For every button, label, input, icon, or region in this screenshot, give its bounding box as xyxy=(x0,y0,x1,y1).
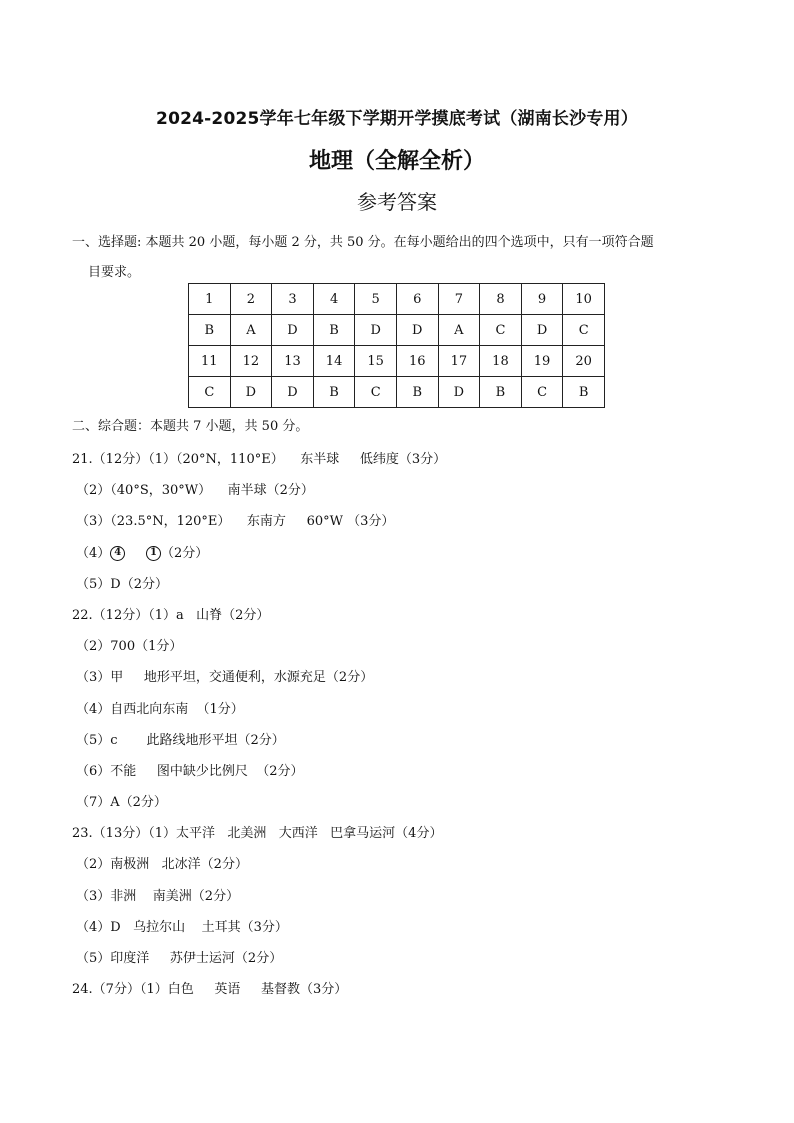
answer-line-q22-5: （5）c 此路线地形平坦（2分） xyxy=(76,732,285,748)
answer-q21-4-suffix: （2分） xyxy=(160,545,209,561)
answer-table-cell: 11 xyxy=(189,346,231,377)
answer-line-q22-1: 22.（12分）（1）a 山脊（2分） xyxy=(72,607,270,623)
answer-line-q21-3: （3）（23.5°N，120°E） 东南方 60°W （3分） xyxy=(76,514,395,530)
answer-table-cell: D xyxy=(396,315,438,346)
answer-table-cell: C xyxy=(480,315,522,346)
answer-line-q24-1: 24.（7分）（1）白色 英语 基督教（3分） xyxy=(72,982,348,998)
answer-table-cell: D xyxy=(272,315,314,346)
answer-table-cell: 8 xyxy=(480,284,522,315)
answer-table-row xyxy=(189,284,605,315)
circled-number-1-icon: 1 xyxy=(146,546,161,561)
answer-table-cell: 3 xyxy=(272,284,314,315)
answer-line-q23-5: （5）印度洋 苏伊士运河（2分） xyxy=(76,951,283,966)
choice-answer-table xyxy=(188,283,605,408)
comprehensive-answers xyxy=(72,444,752,1005)
answer-table-cell: D xyxy=(521,315,563,346)
answer-table-cell: 13 xyxy=(272,346,314,377)
exam-title: 2024-2025学年七年级下学期开学摸底考试（湖南长沙专用） xyxy=(156,109,638,129)
answer-table-cell: B xyxy=(396,377,438,408)
answer-table-cell: B xyxy=(313,377,355,408)
answer-table-cell: D xyxy=(230,377,272,408)
answer-table-row xyxy=(189,346,605,377)
answer-table-cell: 18 xyxy=(480,346,522,377)
answer-table-cell: 6 xyxy=(396,284,438,315)
answer-line-q21-1: 21.（12分）（1）（20°N，110°E） 东半球 低纬度（3分） xyxy=(72,452,447,467)
answer-table-cell: C xyxy=(355,377,397,408)
section-choice-instructions xyxy=(72,228,732,288)
answer-line-q22-6: （6）不能 图中缺少比例尺 （2分） xyxy=(76,763,304,779)
answer-table-cell: A xyxy=(230,315,272,346)
answer-key-subtitle: 参考答案 xyxy=(357,190,437,214)
section-choice-line2: 目要求。 xyxy=(88,265,141,280)
answer-table-cell: 7 xyxy=(438,284,480,315)
answer-table-cell: D xyxy=(355,315,397,346)
answer-table-row xyxy=(189,315,605,346)
answer-table-cell: 20 xyxy=(563,346,605,377)
answer-line-q23-4: （4）D 乌拉尔山 土耳其（3分） xyxy=(76,919,288,935)
answer-table-cell: 4 xyxy=(313,284,355,315)
answer-table-cell: 2 xyxy=(230,284,272,315)
answer-table-cell: D xyxy=(272,377,314,408)
answer-line-q21-4 xyxy=(72,538,752,569)
answer-table-cell: B xyxy=(563,377,605,408)
answer-table-cell: B xyxy=(189,315,231,346)
section-choice-line1: 一、选择题: 本题共 20 小题，每小题 2 分，共 50 分。在每小题给出的四个选项中，只有一项符合题 xyxy=(72,235,654,250)
answer-table-cell: B xyxy=(480,377,522,408)
answer-table-cell: D xyxy=(438,377,480,408)
answer-line-q23-1: 23.（13分）（1）太平洋 北美洲 大西洋 巴拿马运河（4分） xyxy=(72,826,443,842)
answer-table-cell: C xyxy=(189,377,231,408)
answer-table-cell: C xyxy=(563,315,605,346)
answer-table-cell: 9 xyxy=(521,284,563,315)
circled-number-4-icon: 4 xyxy=(110,546,125,561)
answer-table-cell: 12 xyxy=(230,346,272,377)
answer-table-cell: 1 xyxy=(189,284,231,315)
answer-line-q22-3: （3）甲 地形平坦，交通便利，水源充足（2分） xyxy=(76,670,374,686)
answer-line-q22-7: （7）A（2分） xyxy=(76,795,167,811)
answer-table-cell: 15 xyxy=(355,346,397,377)
answer-line-q23-3: （3）非洲 南美洲（2分） xyxy=(76,888,240,904)
answer-table-cell: 19 xyxy=(521,346,563,377)
answer-table-row xyxy=(189,377,605,408)
answer-line-q22-4: （4）自西北向东南 （1分） xyxy=(76,701,244,717)
section-comprehensive-heading: 二、综合题：本题共 7 小题，共 50 分。 xyxy=(72,419,309,434)
answer-table-cell: 14 xyxy=(313,346,355,377)
answer-line-q21-2: （2）（40°S，30°W） 南半球（2分） xyxy=(76,483,314,499)
answer-table-cell: 5 xyxy=(355,284,397,315)
answer-line-q22-2: （2）700（1分） xyxy=(76,639,183,655)
answer-table-cell: 10 xyxy=(563,284,605,315)
answer-table-cell: B xyxy=(313,315,355,346)
subject-title: 地理（全解全析） xyxy=(308,149,485,174)
answer-table-cell: A xyxy=(438,315,480,346)
answer-line-q21-5: （5）D（2分） xyxy=(76,576,168,592)
answer-table-body xyxy=(189,284,605,408)
answer-table-cell: 17 xyxy=(438,346,480,377)
answer-q21-4-prefix: （4） xyxy=(76,545,111,561)
answer-table-cell: 16 xyxy=(396,346,438,377)
answer-line-q23-2: （2）南极洲 北冰洋（2分） xyxy=(76,857,248,873)
answer-table-cell: C xyxy=(521,377,563,408)
